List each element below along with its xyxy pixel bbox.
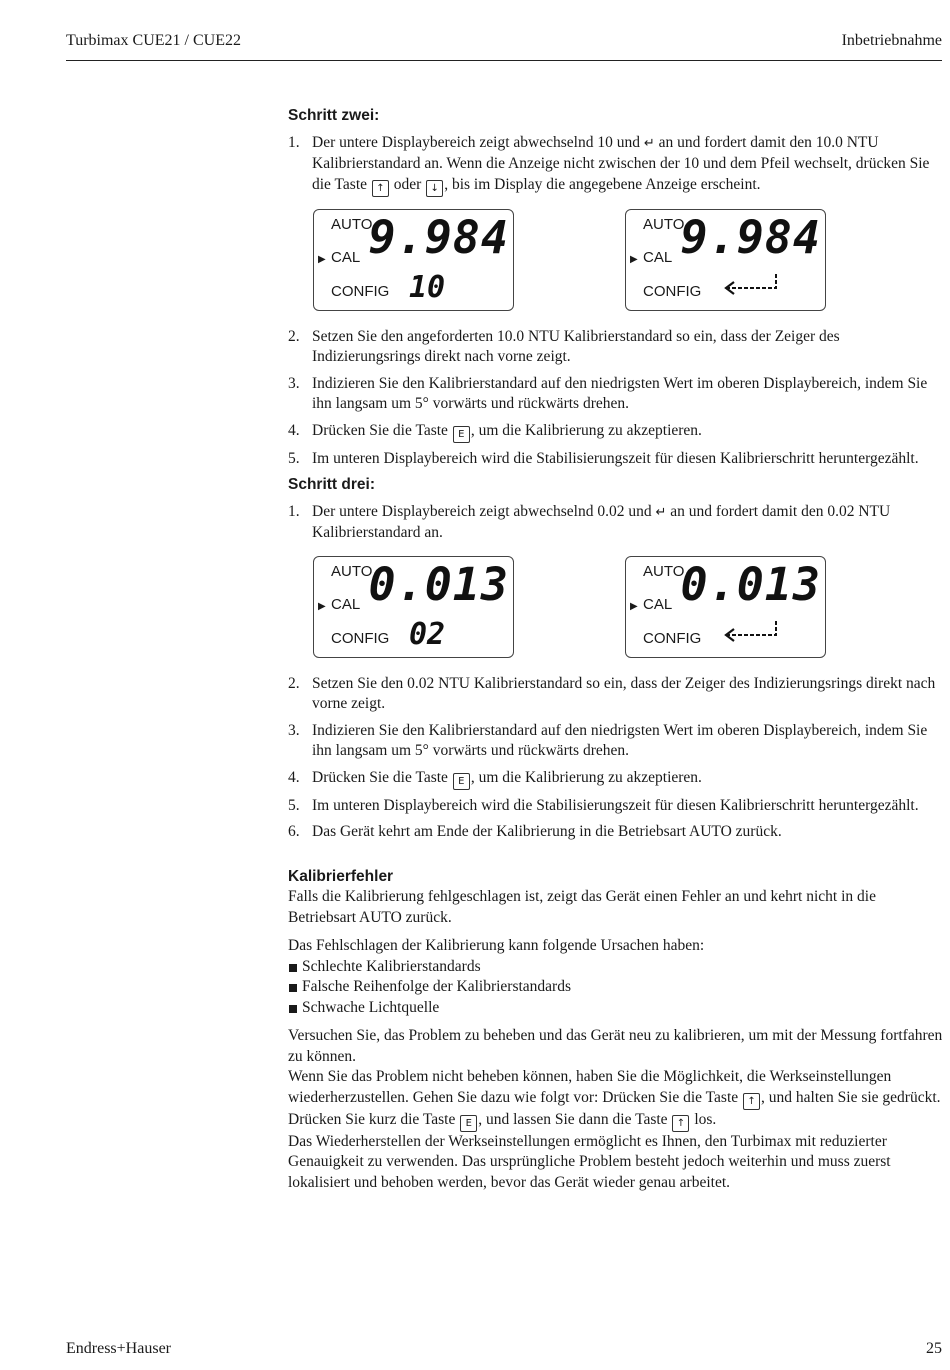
display-pair-step-two	[288, 209, 943, 313]
item-text: Drücken Sie die Taste	[312, 421, 452, 439]
e-key-icon: E	[460, 1115, 477, 1132]
lcd-display	[625, 556, 826, 658]
item-text: Setzen Sie den 0.02 NTU Kalibrierstandard so ein, dass der Zeiger des Indizierungsrings direkt nach vorne zeigt.	[312, 674, 936, 712]
item-text: Im unteren Displaybereich wird die Stabilisierungszeit für diesen Kalibrierschritt heruntergezählt.	[312, 796, 919, 814]
item-text: , bis im Display die angegebene Anzeige erscheint.	[444, 175, 761, 193]
item-text: Indizieren Sie den Kalibrierstandard auf den niedrigsten Wert im oberen Displaybereich, indem Sie ihn langsam um 5° vorwärts und rückwärts drehen.	[312, 374, 928, 412]
lcd-main-value: 0.013	[368, 557, 509, 611]
item-text: Der untere Displaybereich zeigt abwechselnd 10 und	[312, 133, 644, 151]
list-item	[288, 502, 943, 544]
list-item	[288, 822, 943, 843]
header-product: Turbimax CUE21 / CUE22	[66, 32, 241, 49]
pointer-icon: ▶	[318, 253, 326, 265]
item-number: 1.	[288, 502, 300, 520]
paragraph-text: los.	[690, 1110, 717, 1128]
main-content	[288, 106, 943, 1193]
step-two-heading: Schritt zwei:	[288, 107, 380, 124]
list-item	[288, 796, 943, 817]
item-number: 3.	[288, 721, 300, 739]
list-item	[288, 721, 943, 762]
item-text: Indizieren Sie den Kalibrierstandard auf den niedrigsten Wert im oberen Displaybereich, indem Sie ihn langsam um 5° vorwärts und rückwärts drehen.	[312, 721, 928, 759]
error-paragraph: Falls die Kalibrierung fehlgeschlagen ist, zeigt das Gerät einen Fehler an und kehrt nicht in die Betriebsart AUTO zurück.	[288, 888, 876, 926]
lcd-main-value: 9.984	[680, 210, 821, 264]
causes-list	[288, 957, 943, 1019]
lcd-label-config: CONFIG	[331, 282, 390, 300]
lcd-label-auto: AUTO	[643, 215, 685, 233]
footer-brand: Endress+Hauser	[66, 1340, 171, 1357]
list-item	[288, 674, 943, 715]
enter-arrow-icon	[720, 272, 780, 300]
item-number: 5.	[288, 449, 300, 467]
page-number: 25	[926, 1340, 942, 1357]
item-number: 2.	[288, 327, 300, 345]
lcd-sub-value: 10	[409, 269, 446, 305]
pointer-icon: ▶	[630, 600, 638, 612]
display-pair-step-three	[288, 556, 943, 660]
list-item: Schlechte Kalibrierstandards	[288, 957, 943, 978]
enter-arrow-icon	[720, 619, 780, 647]
item-number: 1.	[288, 133, 300, 151]
e-key-icon: E	[453, 426, 470, 443]
lcd-display	[313, 556, 514, 658]
lcd-label-auto: AUTO	[643, 562, 685, 580]
item-number: 4.	[288, 421, 300, 439]
e-key-icon: E	[453, 773, 470, 790]
page-header	[66, 32, 942, 61]
item-number: 2.	[288, 674, 300, 692]
lcd-label-auto: AUTO	[331, 215, 373, 233]
item-text: an und fordert damit den 0.02 NTU Kalibrierstandard an.	[312, 502, 891, 541]
step-two-list	[288, 133, 943, 197]
header-section: Inbetriebnahme	[841, 32, 942, 49]
lcd-main-value: 0.013	[680, 557, 821, 611]
causes-intro: Das Fehlschlagen der Kalibrierung kann folgende Ursachen haben:	[288, 937, 705, 954]
item-number: 5.	[288, 796, 300, 814]
lcd-label-config: CONFIG	[643, 282, 702, 300]
list-item	[288, 449, 943, 470]
list-item	[288, 421, 943, 443]
list-item: Schwache Lichtquelle	[288, 998, 943, 1019]
item-number: 6.	[288, 823, 300, 840]
item-text: , um die Kalibrierung zu akzeptieren.	[470, 421, 702, 439]
item-text: Drücken Sie die Taste	[312, 768, 452, 786]
lcd-display	[625, 209, 826, 311]
step-three-list-cont	[288, 674, 943, 843]
up-key-icon: ↑	[743, 1093, 760, 1110]
pointer-icon: ▶	[630, 253, 638, 265]
list-item: Falsche Reihenfolge der Kalibrierstandards	[288, 977, 943, 998]
item-text: Im unteren Displaybereich wird die Stabilisierungszeit für diesen Kalibrierschritt heruntergezählt.	[312, 449, 919, 467]
enter-icon: ↵	[643, 135, 655, 151]
item-text: oder	[389, 175, 426, 193]
error-heading: Kalibrierfehler	[288, 867, 394, 885]
pointer-icon: ▶	[318, 600, 326, 612]
step-two-list-cont	[288, 327, 943, 470]
lcd-sub-value: 02	[409, 616, 446, 652]
item-number: 4.	[288, 768, 300, 786]
lcd-display	[313, 209, 514, 311]
item-text: Der untere Displaybereich zeigt abwechselnd 0.02 und	[312, 502, 656, 520]
lcd-label-cal: CAL	[331, 595, 361, 613]
step-three-list	[288, 502, 943, 544]
paragraph-text: , und lassen Sie dann die Taste	[478, 1110, 672, 1128]
lcd-main-value: 9.984	[368, 210, 509, 264]
step-three-heading: Schritt drei:	[288, 476, 375, 493]
item-text: , um die Kalibrierung zu akzeptieren.	[470, 768, 702, 786]
item-number: 3.	[288, 374, 300, 392]
factory-settings-paragraph: Das Wiederherstellen der Werkseinstellungen ermöglicht es Ihnen, den Turbimax mit reduzierter Genauigkeit zu verwenden. Das ursprüngliche Problem besteht jedoch weiterhin und muss zuerst lokalisiert und behoben werden, bevor das Gerät wieder genau arbeitet.	[288, 1132, 891, 1191]
list-item	[288, 374, 943, 415]
up-key-icon: ↑	[372, 180, 389, 197]
lcd-label-cal: CAL	[331, 248, 361, 266]
list-item	[288, 133, 943, 197]
down-key-icon: ↓	[426, 180, 443, 197]
reset-paragraph	[288, 1067, 943, 1132]
lcd-label-config: CONFIG	[643, 629, 702, 647]
lcd-label-auto: AUTO	[331, 562, 373, 580]
enter-icon: ↵	[655, 504, 667, 520]
paragraph-text: Wenn Sie das Problem nicht beheben können, haben Sie die Möglichkeit, die Werkseinstellungen wiederherzustellen. Gehen Sie dazu wie folgt vor: Drücken Sie die Taste	[288, 1068, 892, 1106]
list-item	[288, 327, 943, 368]
lcd-label-cal: CAL	[643, 595, 673, 613]
retry-paragraph: Versuchen Sie, das Problem zu beheben und das Gerät neu zu kalibrieren, um mit der Messung fortfahren zu können.	[288, 1027, 943, 1065]
lcd-label-cal: CAL	[643, 248, 673, 266]
item-text: an und fordert damit den 10.0 NTU Kalibrierstandard an. Wenn die Anzeige nicht zwischen der 10 und dem Pfeil wechselt, drücken Sie die Taste	[312, 133, 930, 193]
item-text: Das Gerät kehrt am Ende der Kalibrierung in die Betriebsart AUTO zurück.	[312, 823, 782, 840]
item-text: Setzen Sie den angeforderten 10.0 NTU Kalibrierstandard so ein, dass der Zeiger des Indizierungsrings direkt nach vorne zeigt.	[312, 327, 840, 365]
paragraph-text: , und halten Sie sie gedrückt. Drücken Sie kurz die Taste	[288, 1088, 941, 1128]
list-item	[288, 768, 943, 790]
up-key-icon: ↑	[672, 1115, 689, 1132]
lcd-label-config: CONFIG	[331, 629, 390, 647]
